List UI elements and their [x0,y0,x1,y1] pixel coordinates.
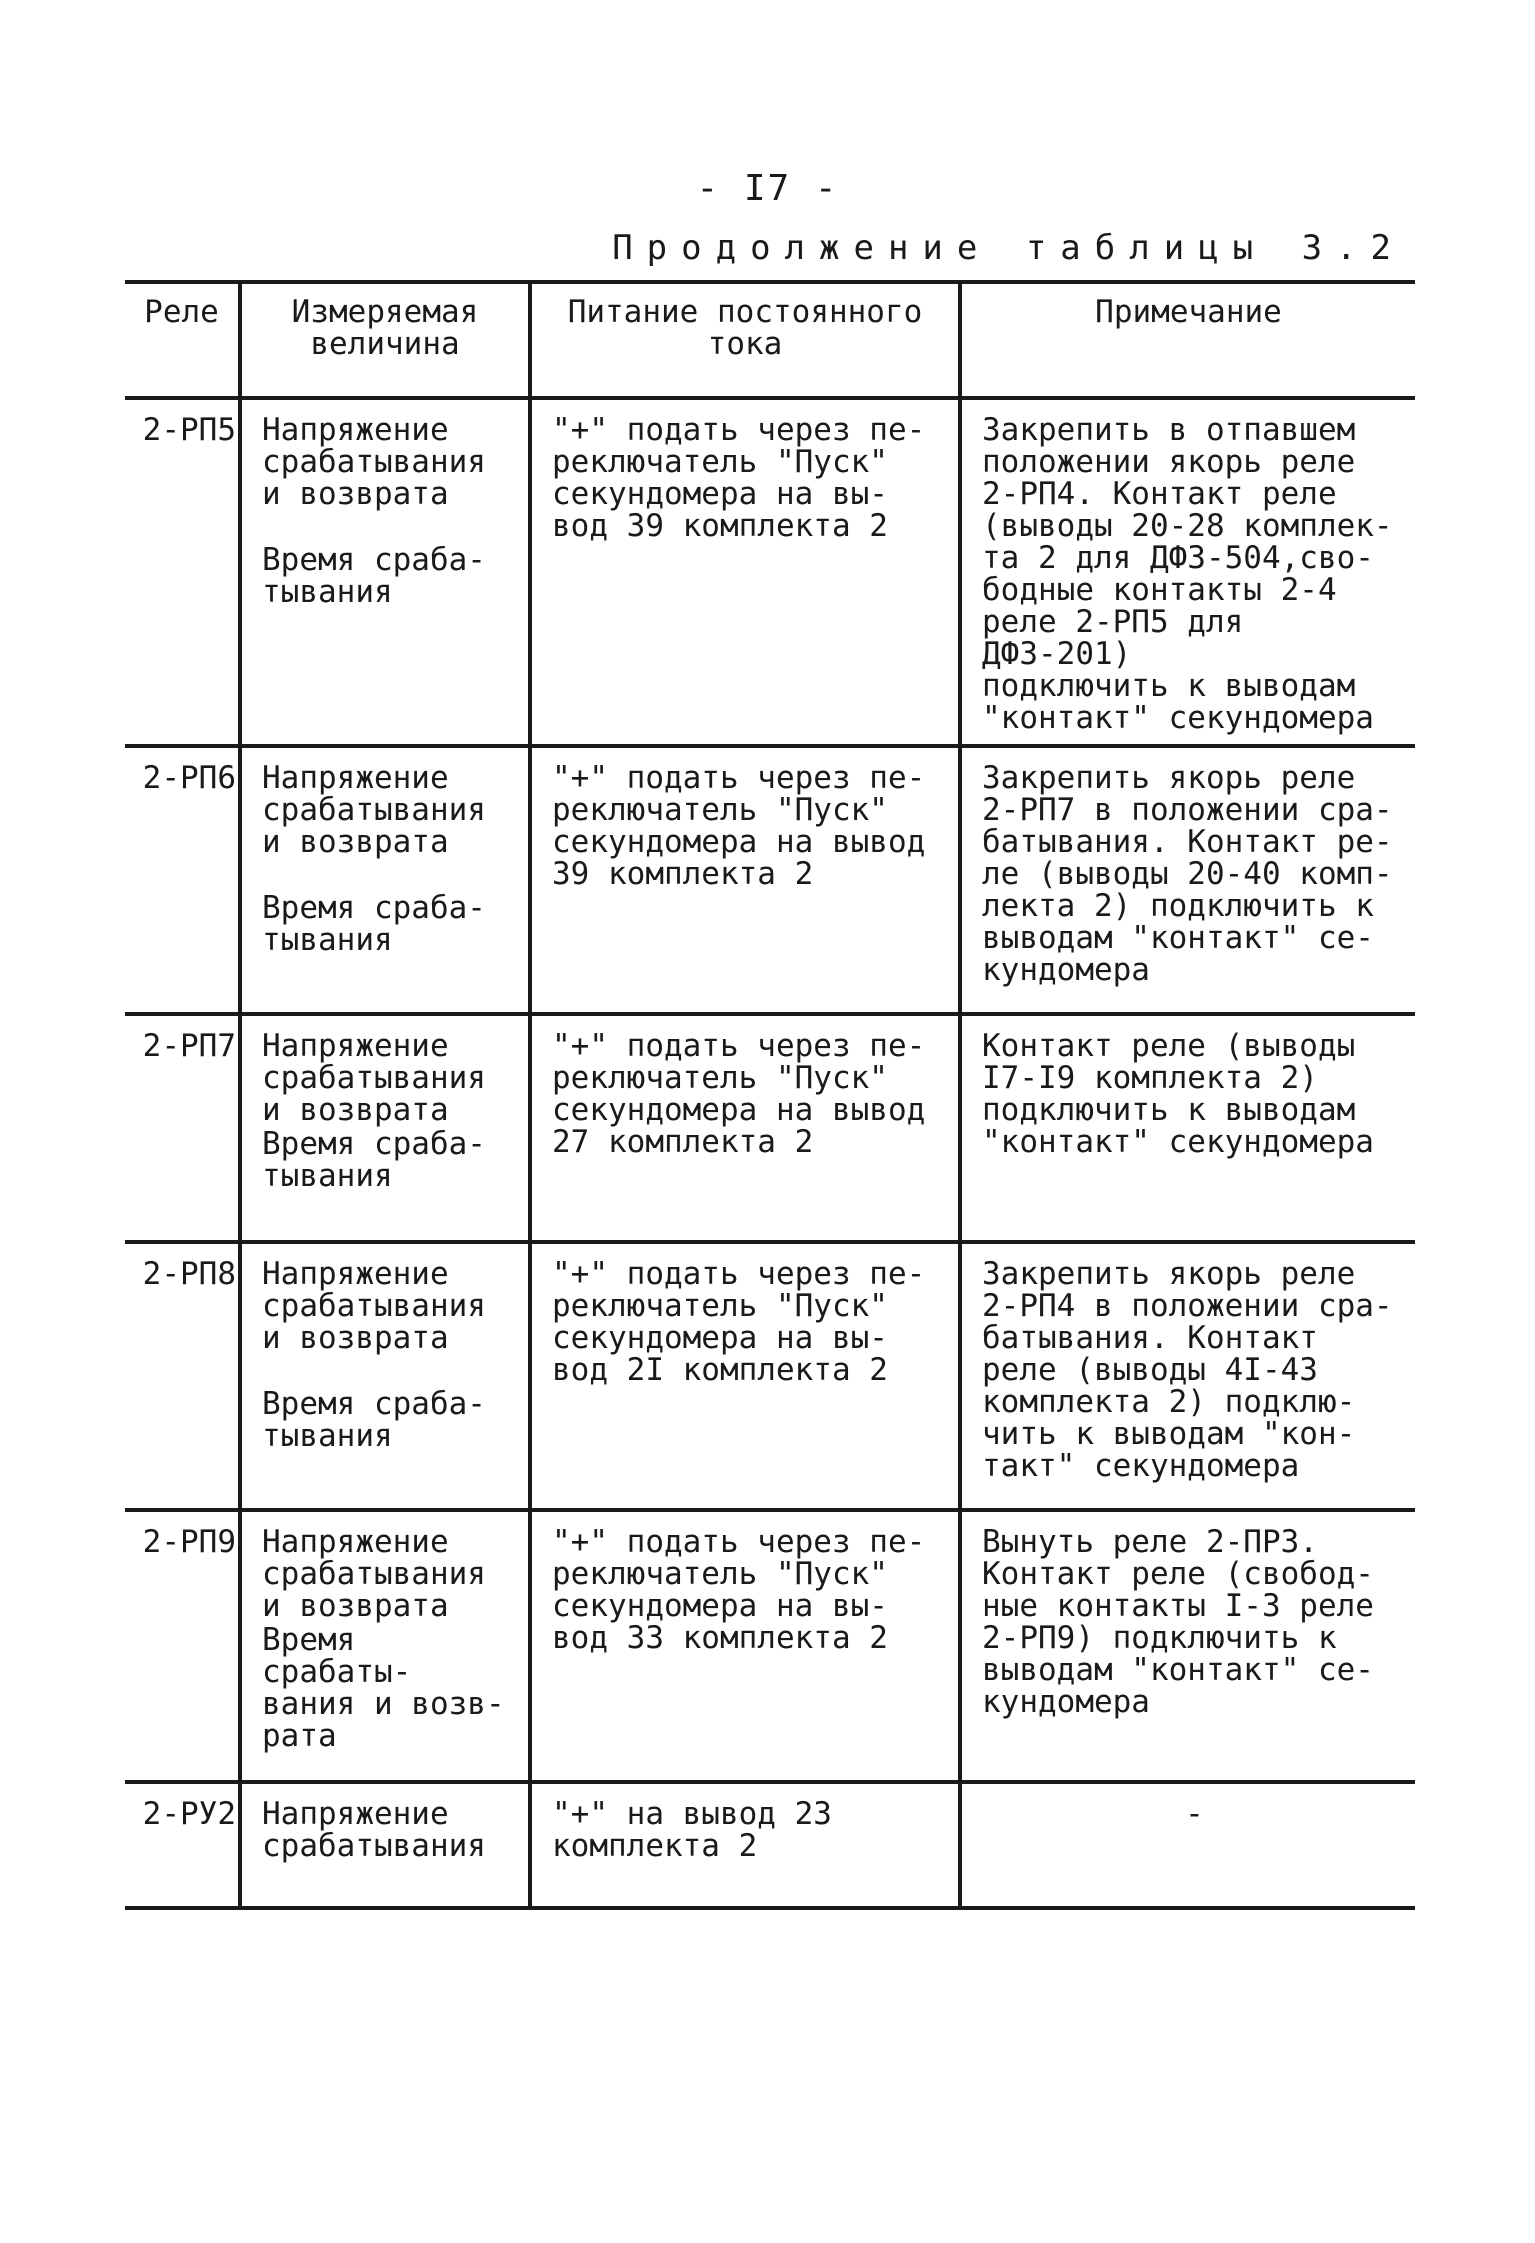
table-row [125,1014,1415,1242]
power-cell: "+" подать через пе- реключатель "Пуск" секундомера на вы- вод 39 комплекта 2 [530,398,960,746]
measure-time-text: Время сраба- тывания [262,1386,486,1454]
measure-cell [240,1014,530,1242]
measure-text: Напряжение срабатывания и возврата [262,1028,486,1128]
note-cell: Контакт реле (выводы I7-I9 комплекта 2) подключить к выводам "контакт" секундомера [960,1014,1415,1242]
table-row [125,1242,1415,1510]
table-row [125,1510,1415,1782]
note-cell: - [960,1782,1415,1908]
measure-time-text: Время сраба- тывания [262,890,486,958]
relay-cell: 2-РП8 [125,1242,240,1510]
power-cell: "+" подать через пе- реключатель "Пуск" секундомера на вы- вод 2I комплекта 2 [530,1242,960,1510]
measure-text: Напряжение срабатывания [262,1796,486,1864]
note-cell: Закрепить якорь реле 2-РП4 в положении сра- батывания. Контакт реле (выводы 4I-43 комплекта 2) подклю- чить к выводам "кон- такт" секундомера [960,1242,1415,1510]
power-cell: "+" подать через пе- реключатель "Пуск" секундомера на вы- вод 33 комплекта 2 [530,1510,960,1782]
note-cell: Закрепить якорь реле 2-РП7 в положении сра- батывания. Контакт ре- ле (выводы 20-40 комп- лекта 2) подключить к выводам "контакт" се- кундомера [960,746,1415,1014]
measure-text: Напряжение срабатывания и возврата [262,760,486,860]
note-cell: Вынуть реле 2-ПРЗ. Контакт реле (свобод- ные контакты I-3 реле 2-РП9) подключить к выводам "контакт" се- кундомера [960,1510,1415,1782]
measure-cell [240,1782,530,1908]
measure-cell [240,398,530,746]
measure-cell [240,1510,530,1782]
measure-cell [240,1242,530,1510]
page-number: - I7 - [696,168,839,209]
table-header-row [125,282,1415,398]
table-row [125,398,1415,746]
note-cell: Закрепить в отпавшем положении якорь реле 2-РП4. Контакт реле (выводы 20-28 комплек- та 2 для ДФЗ-504,сво- бодные контакты 2-4 реле 2-РП5 для ДФЗ-201) подключить к выводам "контакт" секундомера [960,398,1415,746]
relay-table [125,280,1415,1910]
header-dc-power: Питание постоянного тока [530,282,960,398]
header-measured-value: Измеряемая величина [240,282,530,398]
table-row [125,746,1415,1014]
header-note: Примечание [960,282,1415,398]
relay-cell: 2-РУ2 [125,1782,240,1908]
measure-time-text: Время сраба- тывания [262,542,486,610]
power-cell: "+" подать через пе- реключатель "Пуск" секундомера на вывод 27 комплекта 2 [530,1014,960,1242]
power-cell: "+" на вывод 23 комплекта 2 [530,1782,960,1908]
relay-cell: 2-РП5 [125,398,240,746]
measure-time-text: Время сраба- тывания [262,1126,486,1194]
measure-text: Напряжение срабатывания и возврата [262,412,486,512]
table-caption: Продолжение таблицы 3.2 [612,228,1405,268]
measure-time-text: Время срабаты- вания и возв- рата [262,1622,505,1754]
measure-text: Напряжение срабатывания и возврата [262,1256,486,1356]
measure-cell [240,746,530,1014]
relay-cell: 2-РП9 [125,1510,240,1782]
relay-cell: 2-РП7 [125,1014,240,1242]
relay-cell: 2-РП6 [125,746,240,1014]
power-cell: "+" подать через пе- реключатель "Пуск" секундомера на вывод 39 комплекта 2 [530,746,960,1014]
table-row [125,1782,1415,1908]
header-relay: Реле [125,282,240,398]
measure-text: Напряжение срабатывания и возврата [262,1524,486,1624]
